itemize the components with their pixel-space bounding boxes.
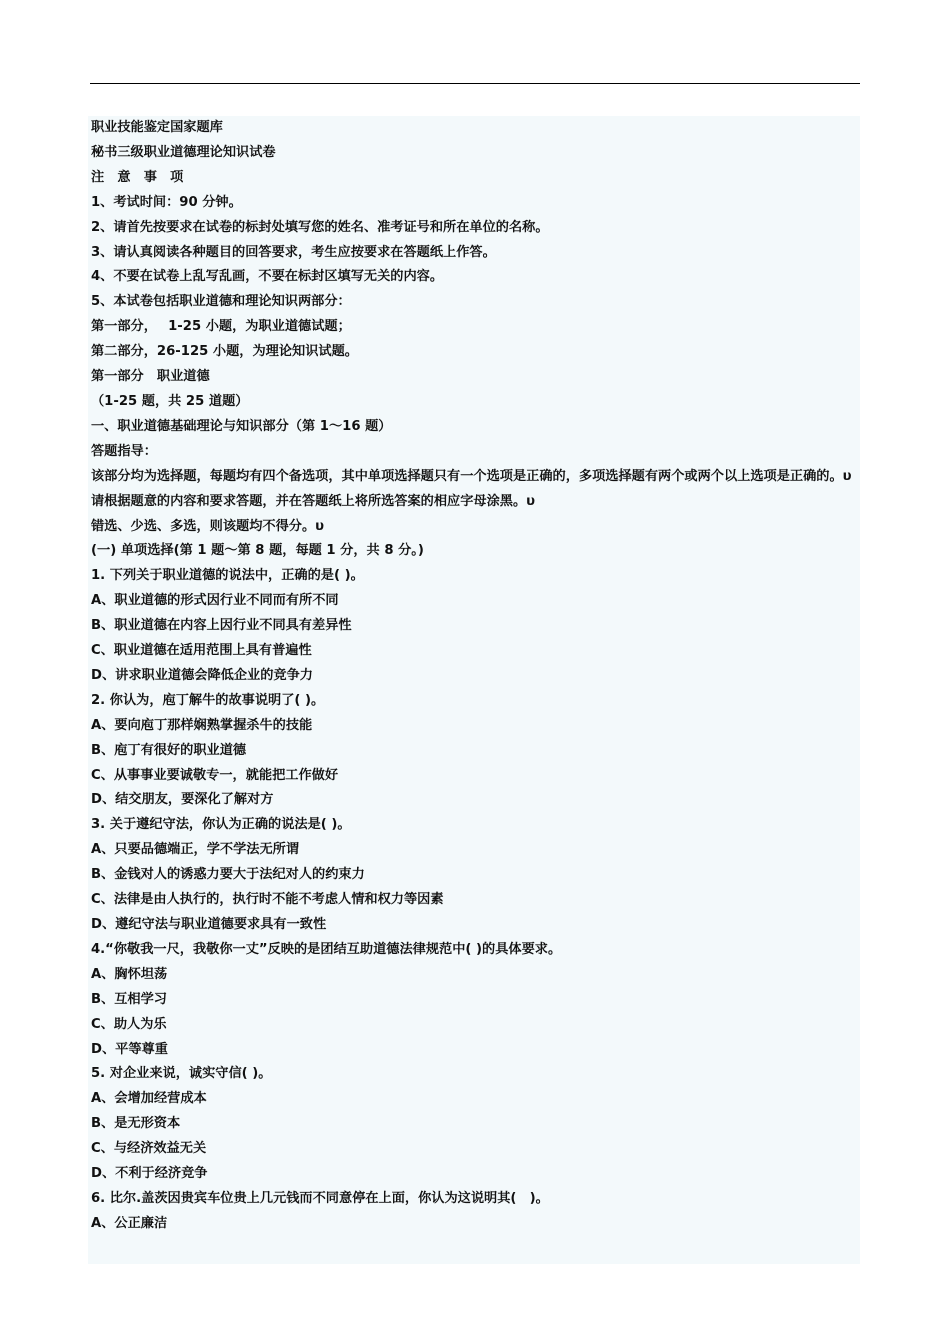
question-stem: 1. 下列关于职业道德的说法中，正确的是( )。 <box>91 568 364 584</box>
question-stem: 3. 关于遵纪守法，你认为正确的说法是( )。 <box>91 817 351 833</box>
answer-option: A、胸怀坦荡 <box>91 966 168 982</box>
note-3: 3、请认真阅读各种题目的回答要求，考生应按要求在答题纸上作答。 <box>91 244 496 260</box>
answer-option: D、平等尊重 <box>91 1041 168 1057</box>
header-rule <box>90 83 860 84</box>
guidance-item: 错选、少选、多选，则该题均不得分。υ <box>91 518 325 534</box>
section-scope: （1-25 题，共 25 道题） <box>91 393 249 409</box>
question-stem: 6. 比尔.盖茨因贵宾车位贵上几元钱而不同意停在上面，你认为这说明其( )。 <box>91 1190 549 1206</box>
answer-option: B、是无形资本 <box>91 1116 181 1132</box>
note-1: 1、考试时间：90 分钟。 <box>91 194 242 210</box>
answer-option: B、金钱对人的诱惑力要大于法纪对人的约束力 <box>91 867 365 883</box>
answer-option: D、结交朋友，要深化了解对方 <box>91 792 274 808</box>
section-heading: 第一部分 职业道德 <box>91 369 210 385</box>
exam-title: 秘书三级职业道德理论知识试卷 <box>91 144 276 160</box>
answer-option: A、要向庖丁那样娴熟掌握杀牛的技能 <box>91 717 313 733</box>
answer-option: A、公正廉洁 <box>91 1215 168 1231</box>
note-4: 4、不要在试卷上乱写乱画，不要在标封区填写无关的内容。 <box>91 269 444 285</box>
note-5: 5、本试卷包括职业道德和理论知识两部分： <box>91 294 351 310</box>
answer-option: C、从事事业要诚敬专一，就能把工作做好 <box>91 767 339 783</box>
answer-option: C、助人为乐 <box>91 1016 167 1032</box>
answer-option: C、与经济效益无关 <box>91 1141 207 1157</box>
part-one-range: 第一部分， 1-25 小题，为职业道德试题； <box>91 319 351 335</box>
answer-option: D、讲求职业道德会降低企业的竞争力 <box>91 667 313 683</box>
answer-option: A、只要品德端正，学不学法无所谓 <box>91 842 300 858</box>
part-two-range: 第二部分，26-125 小题，为理论知识试题。 <box>91 344 358 360</box>
guidance-heading: 答题指导： <box>91 443 157 459</box>
answer-option: D、不利于经济竞争 <box>91 1166 208 1182</box>
subsection-heading: 一、职业道德基础理论与知识部分（第 1～16 题） <box>91 418 392 434</box>
notes-heading: 注 意 事 项 <box>91 169 184 185</box>
answer-option: A、职业道德的形式因行业不同而有所不同 <box>91 593 339 609</box>
note-2: 2、请首先按要求在试卷的标封处填写您的姓名、准考证号和所在单位的名称。 <box>91 219 549 235</box>
guidance-item: 该部分均为选择题，每题均有四个备选项，其中单项选择题只有一个选项是正确的，多项选择题有两个或两个以上选项是正确的。υ <box>91 468 852 484</box>
answer-option: B、互相学习 <box>91 991 167 1007</box>
answer-option: B、职业道德在内容上因行业不同具有差异性 <box>91 618 352 634</box>
question-stem: 5. 对企业来说，诚实守信( )。 <box>91 1066 272 1082</box>
question-stem: 4.“你敬我一尺，我敬你一丈”反映的是团结互助道德法律规范中( )的具体要求。 <box>91 941 562 957</box>
answer-option: C、法律是由人执行的，执行时不能不考虑人情和权力等因素 <box>91 892 444 908</box>
question-stem: 2. 你认为，庖丁解牛的故事说明了( )。 <box>91 692 325 708</box>
answer-option: A、会增加经营成本 <box>91 1091 207 1107</box>
answer-option: C、职业道德在适用范围上具有普遍性 <box>91 643 312 659</box>
answer-option: B、庖丁有很好的职业道德 <box>91 742 247 758</box>
guidance-item: 请根据题意的内容和要求答题，并在答题纸上将所选答案的相应字母涂黑。υ <box>91 493 536 509</box>
document-body <box>88 116 860 1264</box>
answer-option: D、遵纪守法与职业道德要求具有一致性 <box>91 917 327 932</box>
bank-title: 职业技能鉴定国家题库 <box>91 120 223 135</box>
single-choice-heading: (一) 单项选择(第 1 题～第 8 题，每题 1 分，共 8 分。) <box>91 543 424 559</box>
